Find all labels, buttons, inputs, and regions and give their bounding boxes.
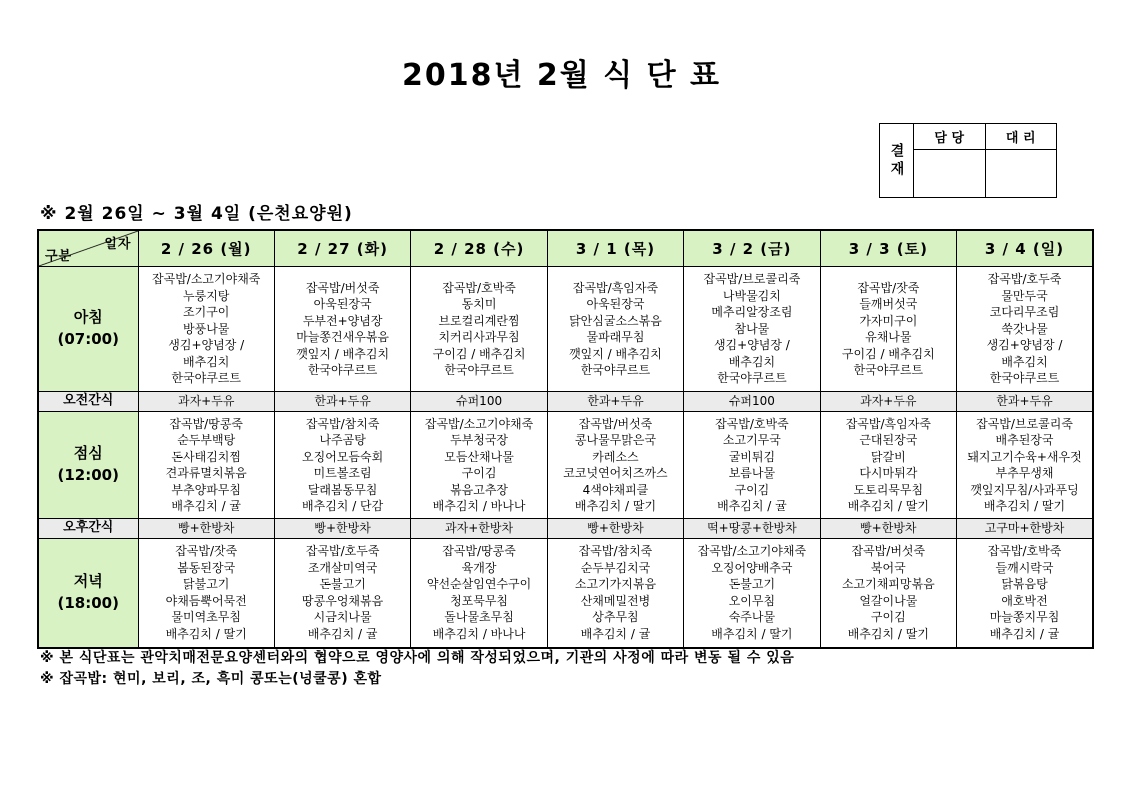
menu-item: 잡곡밥/호박죽: [987, 544, 1062, 559]
menu-item: 배추김치 / 딸기: [711, 626, 793, 641]
menu-item: 깻잎지 / 배추김치: [569, 346, 662, 361]
menu-item: 한국야쿠르트: [853, 363, 924, 377]
menu-cell-pm-snack-day5: [684, 519, 820, 539]
menu-item: 한국야쿠르트: [444, 363, 514, 377]
menu-cell-breakfast-day2: [274, 267, 410, 392]
menu-cell-lunch-day4: [547, 412, 683, 519]
menu-item: 한국야쿠르트: [989, 371, 1060, 386]
menu-item: 닭볶음탕: [1001, 577, 1048, 592]
menu-item: 배추김치: [183, 354, 230, 369]
menu-item: 땅콩우엉채볶음: [302, 593, 384, 608]
row-label-dinner: [38, 539, 138, 648]
menu-item: 배추된장국: [995, 433, 1054, 447]
menu-item: 아욱된장국: [313, 297, 372, 311]
menu-item: 순두부김치국: [580, 560, 651, 575]
corner-label-category: 구분: [45, 249, 73, 264]
approval-col-damdang: 담 당: [914, 124, 986, 149]
menu-cell-am-snack-day5: [684, 392, 820, 412]
menu-item: 떡+땅콩+한방차: [707, 521, 797, 536]
menu-cell-pm-snack-day1: [138, 519, 274, 539]
menu-item: 메추리알장조림: [711, 305, 793, 320]
menu-item: 빵+한방차: [587, 521, 644, 536]
footnote-grain-rice: ※ 잡곡밥: 현미, 보리, 조, 흑미 콩또는(넝쿨콩) 혼합: [40, 671, 382, 687]
menu-cell-am-snack-day3: [411, 392, 547, 412]
menu-item: 물미역초무침: [171, 610, 241, 625]
menu-item: 잡곡밥/흑임자죽: [845, 416, 931, 431]
menu-item: 야채듬뿍어묵전: [165, 593, 247, 608]
menu-item: 한과+두유: [314, 394, 371, 409]
menu-item: 빵+한방차: [314, 521, 371, 536]
menu-item: 생김+양념장 /: [713, 338, 790, 353]
menu-item: 부추양파무침: [171, 482, 241, 497]
menu-cell-pm-snack-day6: [820, 519, 956, 539]
menu-item: 잡곡밥/호두죽: [305, 544, 380, 559]
approval-box: [879, 123, 1057, 198]
menu-item: 한과+두유: [996, 394, 1053, 409]
menu-item: 아욱된장국: [586, 297, 645, 311]
menu-item: 물파래무침: [586, 330, 645, 344]
menu-row-breakfast: [38, 267, 1093, 392]
menu-item: 배추김치 / 귤: [717, 499, 787, 513]
menu-cell-breakfast-day7: [957, 267, 1093, 392]
menu-cell-pm-snack-day3: [411, 519, 547, 539]
menu-item: 배추김치 / 바나나: [432, 499, 526, 513]
menu-cell-lunch-day6: [820, 412, 956, 519]
approval-col-daeri: 대 리: [1005, 131, 1036, 146]
menu-row-am-snack: [38, 392, 1093, 412]
row-label-breakfast: [38, 267, 138, 392]
row-label-text: 아침: [73, 308, 103, 327]
menu-item: 배추김치 / 귤: [171, 499, 242, 513]
corner-label-date: 일자: [104, 237, 132, 252]
day-header-tue: 2 / 27 (화): [274, 230, 410, 267]
menu-item: 한국야쿠르트: [717, 371, 787, 386]
menu-item: 보름나물: [728, 466, 776, 480]
approval-sign-cell-daeri: [986, 150, 1057, 197]
menu-cell-dinner-day6: [820, 539, 956, 648]
menu-row-dinner: [38, 539, 1093, 648]
menu-item: 배추김치: [728, 354, 776, 369]
row-label-time: (07:00): [57, 330, 119, 348]
menu-item: 배추김치 / 귤: [580, 626, 651, 641]
menu-cell-dinner-day7: [957, 539, 1093, 648]
menu-item: 청포묵무침: [450, 593, 509, 608]
menu-item: 한국야쿠르트: [307, 363, 378, 377]
row-label-text: 점심: [73, 444, 103, 463]
menu-item: 마늘쫑지무침: [989, 610, 1060, 625]
menu-item: 얼갈이나물: [859, 593, 918, 608]
menu-item: 잡곡밥/버섯죽: [305, 280, 380, 295]
menu-item: 배추김치 / 단감: [302, 499, 384, 513]
menu-item: 잡곡밥/호박죽: [715, 416, 789, 431]
menu-item: 잡곡밥/브로콜리죽: [976, 416, 1073, 431]
row-label-lunch: [38, 412, 138, 519]
menu-cell-breakfast-day5: [684, 267, 820, 392]
menu-item: 동치미: [461, 297, 497, 311]
menu-cell-breakfast-day1: [138, 267, 274, 392]
menu-cell-dinner-day4: [547, 539, 683, 648]
menu-item: 마늘쫑건새우볶음: [296, 330, 389, 344]
menu-cell-breakfast-day4: [547, 267, 683, 392]
menu-table: [37, 229, 1094, 649]
row-label-am-snack: [38, 392, 138, 412]
menu-item: 생김+양념장 /: [168, 338, 245, 353]
row-label-text: 저녁: [73, 572, 103, 590]
row-label-text: 오후간식: [63, 520, 114, 536]
menu-item: 배추김치 / 딸기: [165, 626, 247, 641]
menu-item: 돌나물초무침: [444, 610, 514, 625]
menu-item: 잡곡밥/소고기야채죽: [152, 272, 261, 287]
menu-item: 잡곡밥/잣죽: [175, 544, 238, 559]
menu-item: 잡곡밥/소고기야채죽: [424, 416, 534, 431]
menu-cell-dinner-day1: [138, 539, 274, 648]
menu-item: 참나물: [734, 321, 770, 336]
menu-cell-breakfast-day6: [820, 267, 956, 392]
menu-item: 두부청국장: [450, 433, 509, 447]
menu-item: 돈불고기: [728, 577, 776, 592]
approval-sign-cell-damdang: [914, 150, 986, 197]
menu-item: 카레소스: [592, 449, 639, 464]
menu-row-lunch: [38, 412, 1093, 519]
menu-item: 코다리무조림: [989, 305, 1060, 320]
menu-item: 브로컬리계란찜: [438, 313, 520, 328]
approval-stamp-label: 결재: [880, 124, 914, 197]
menu-item: 잡곡밥/소고기야채죽: [697, 544, 807, 559]
menu-item: 잡곡밥/잣죽: [857, 280, 920, 295]
menu-item: 들깨버섯국: [859, 297, 918, 311]
menu-item: 오징어모듬숙회: [302, 449, 384, 464]
menu-item: 배추김치 / 귤: [307, 626, 378, 641]
menu-item: 부추무생채: [995, 466, 1054, 480]
menu-item: 잡곡밥/호두죽: [987, 272, 1062, 287]
menu-item: 순두부백탕: [177, 433, 236, 447]
day-header-sun: 3 / 4 (일): [957, 230, 1093, 267]
approval-columns: [914, 124, 1056, 197]
menu-item: 생김+양념장 /: [986, 338, 1063, 353]
menu-item: 구이김: [734, 482, 770, 497]
footnotes: [40, 648, 794, 690]
menu-item: 나박물김치: [722, 288, 781, 303]
row-label-pm-snack: [38, 519, 138, 539]
menu-item: 깻잎지 / 배추김치: [296, 346, 390, 361]
menu-item: 잡곡밥/브로콜리죽: [703, 272, 801, 287]
menu-cell-lunch-day7: [957, 412, 1093, 519]
menu-item: 달래봄동무침: [307, 482, 378, 497]
menu-cell-dinner-day2: [274, 539, 410, 648]
menu-item: 슈퍼100: [728, 394, 775, 409]
menu-item: 과자+두유: [177, 394, 235, 409]
menu-item: 시금치나물: [313, 610, 372, 625]
menu-item: 잡곡밥/흑임자죽: [572, 280, 659, 295]
menu-item: 배추김치 / 딸기: [983, 499, 1066, 513]
menu-item: 근대된장국: [859, 433, 918, 447]
menu-item: 소고기무국: [722, 433, 781, 447]
row-label-time: (18:00): [57, 593, 119, 612]
menu-item: 한국야쿠르트: [580, 363, 651, 377]
menu-item: 물만두국: [1001, 288, 1048, 303]
menu-item: 구이김: [870, 610, 906, 625]
menu-cell-lunch-day1: [138, 412, 274, 519]
menu-item: 굴비튀김: [728, 449, 776, 464]
menu-item: 방풍나물: [183, 321, 230, 336]
menu-item: 소고기채피망볶음: [841, 577, 935, 592]
menu-item: 소고기가지볶음: [574, 577, 657, 592]
menu-item: 오징어양배추국: [711, 560, 793, 575]
day-header-sat: 3 / 3 (토): [820, 230, 956, 267]
menu-cell-lunch-day5: [684, 412, 820, 519]
menu-item: 누룽지탕: [183, 288, 230, 303]
menu-item: 치커리사과무침: [438, 330, 520, 344]
menu-item: 숙주나물: [728, 610, 776, 625]
menu-item: 빵+한방차: [177, 521, 235, 536]
menu-item: 구이김: [461, 466, 497, 480]
menu-item: 오이무침: [728, 593, 776, 608]
menu-item: 산채메밀전병: [580, 593, 651, 608]
menu-item: 구이김 / 배추김치: [841, 346, 935, 361]
menu-item: 닭안심굴소스볶음: [569, 313, 662, 328]
menu-item: 잡곡밥/버섯죽: [851, 544, 926, 559]
menu-cell-am-snack-day6: [820, 392, 956, 412]
menu-cell-am-snack-day7: [957, 392, 1093, 412]
menu-item: 모듬산채나물: [444, 449, 514, 464]
menu-item: 한국야쿠르트: [171, 371, 241, 386]
menu-item: 조기구이: [183, 305, 230, 320]
menu-item: 고구마+한방차: [984, 521, 1065, 536]
menu-cell-am-snack-day4: [547, 392, 683, 412]
menu-cell-dinner-day3: [411, 539, 547, 648]
menu-item: 깻잎지무침/사과푸딩: [970, 482, 1079, 497]
menu-item: 슈퍼100: [456, 394, 503, 409]
menu-item: 쑥갓나물: [1001, 321, 1048, 336]
day-header-fri: 3 / 2 (금): [684, 230, 820, 267]
menu-item: 한과+두유: [587, 394, 644, 409]
menu-cell-pm-snack-day2: [274, 519, 410, 539]
menu-item: 과자+두유: [860, 394, 917, 409]
menu-cell-am-snack-day2: [274, 392, 410, 412]
row-label-text: 오전간식: [63, 393, 114, 409]
day-header-row: [38, 230, 1093, 267]
menu-item: 과자+한방차: [445, 521, 514, 536]
menu-item: 미트볼조림: [313, 466, 372, 480]
menu-item: 코코넛연어치즈까스: [563, 466, 668, 480]
menu-item: 다시마튀각: [859, 466, 918, 480]
menu-item: 잡곡밥/땅콩죽: [442, 544, 516, 559]
menu-item: 배추김치 / 귤: [989, 626, 1060, 641]
menu-item: 가자미구이: [859, 313, 918, 328]
menu-cell-am-snack-day1: [138, 392, 274, 412]
menu-row-pm-snack: [38, 519, 1093, 539]
menu-item: 조개살미역국: [307, 560, 378, 575]
menu-item: 애호박전: [1001, 593, 1048, 608]
menu-cell-pm-snack-day4: [547, 519, 683, 539]
menu-item: 북어국: [870, 560, 906, 575]
menu-item: 잡곡밥/참치죽: [578, 544, 653, 559]
menu-item: 나주곰탕: [319, 433, 366, 447]
menu-item: 배추김치: [1001, 354, 1048, 369]
menu-item: 들깨시락국: [995, 560, 1054, 575]
menu-item: 잡곡밥/버섯죽: [578, 416, 653, 431]
menu-cell-pm-snack-day7: [957, 519, 1093, 539]
menu-cell-breakfast-day3: [411, 267, 547, 392]
menu-item: 4색야채피클: [582, 482, 649, 497]
menu-cell-dinner-day5: [684, 539, 820, 648]
menu-item: 구이김 / 배추김치: [432, 346, 526, 361]
footnote-agreement: ※ 본 식단표는 관악치매전문요양센터와의 협약으로 영양사에 의해 작성되었으며, 기관의 사정에 따라 변동 될 수 있음: [40, 650, 795, 666]
menu-item: 빵+한방차: [860, 521, 917, 536]
menu-item: 견과류멸치볶음: [165, 466, 247, 480]
menu-cell-lunch-day3: [411, 412, 547, 519]
menu-item: 잡곡밥/땅콩죽: [169, 416, 244, 431]
menu-item: 배추김치 / 딸기: [847, 499, 929, 513]
day-header-mon: 2 / 26 (월): [138, 230, 274, 267]
menu-cell-lunch-day2: [274, 412, 410, 519]
menu-table-body: [38, 267, 1093, 648]
period-note: ※ 2월 26일 ~ 3월 4일 (은천요양원): [40, 204, 353, 224]
menu-item: 닭갈비: [870, 449, 906, 464]
day-header-thu: 3 / 1 (목): [547, 230, 683, 267]
menu-item: 배추김치 / 딸기: [574, 499, 657, 513]
menu-item: 두부전+양념장: [302, 313, 383, 328]
page-title: 2018년 2월 식 단 표: [401, 58, 722, 93]
menu-item: 배추김치 / 딸기: [847, 626, 929, 641]
menu-item: 잡곡밥/호박죽: [442, 280, 516, 295]
menu-item: 도토리묵무침: [853, 482, 924, 497]
menu-item: 배추김치 / 바나나: [432, 626, 526, 641]
menu-item: 잡곡밥/참치죽: [305, 416, 380, 431]
menu-item: 봄동된장국: [177, 560, 236, 575]
menu-item: 닭불고기: [183, 577, 230, 592]
corner-cell: [38, 230, 138, 267]
menu-item: 약선순살임연수구이: [426, 577, 532, 592]
menu-item: 상추무침: [592, 610, 639, 625]
menu-item: 유채나물: [865, 330, 912, 344]
menu-item: 육개장: [461, 560, 497, 575]
menu-item: 볶음고추장: [450, 482, 509, 497]
menu-item: 돈사태김치찜: [171, 449, 241, 464]
menu-item: 돼지고기수육+새우젓: [967, 449, 1082, 464]
menu-item: 콩나물무맑은국: [574, 433, 657, 447]
row-label-time: (12:00): [57, 466, 119, 484]
day-header-wed: 2 / 28 (수): [411, 230, 547, 267]
menu-item: 돈불고기: [319, 577, 366, 592]
